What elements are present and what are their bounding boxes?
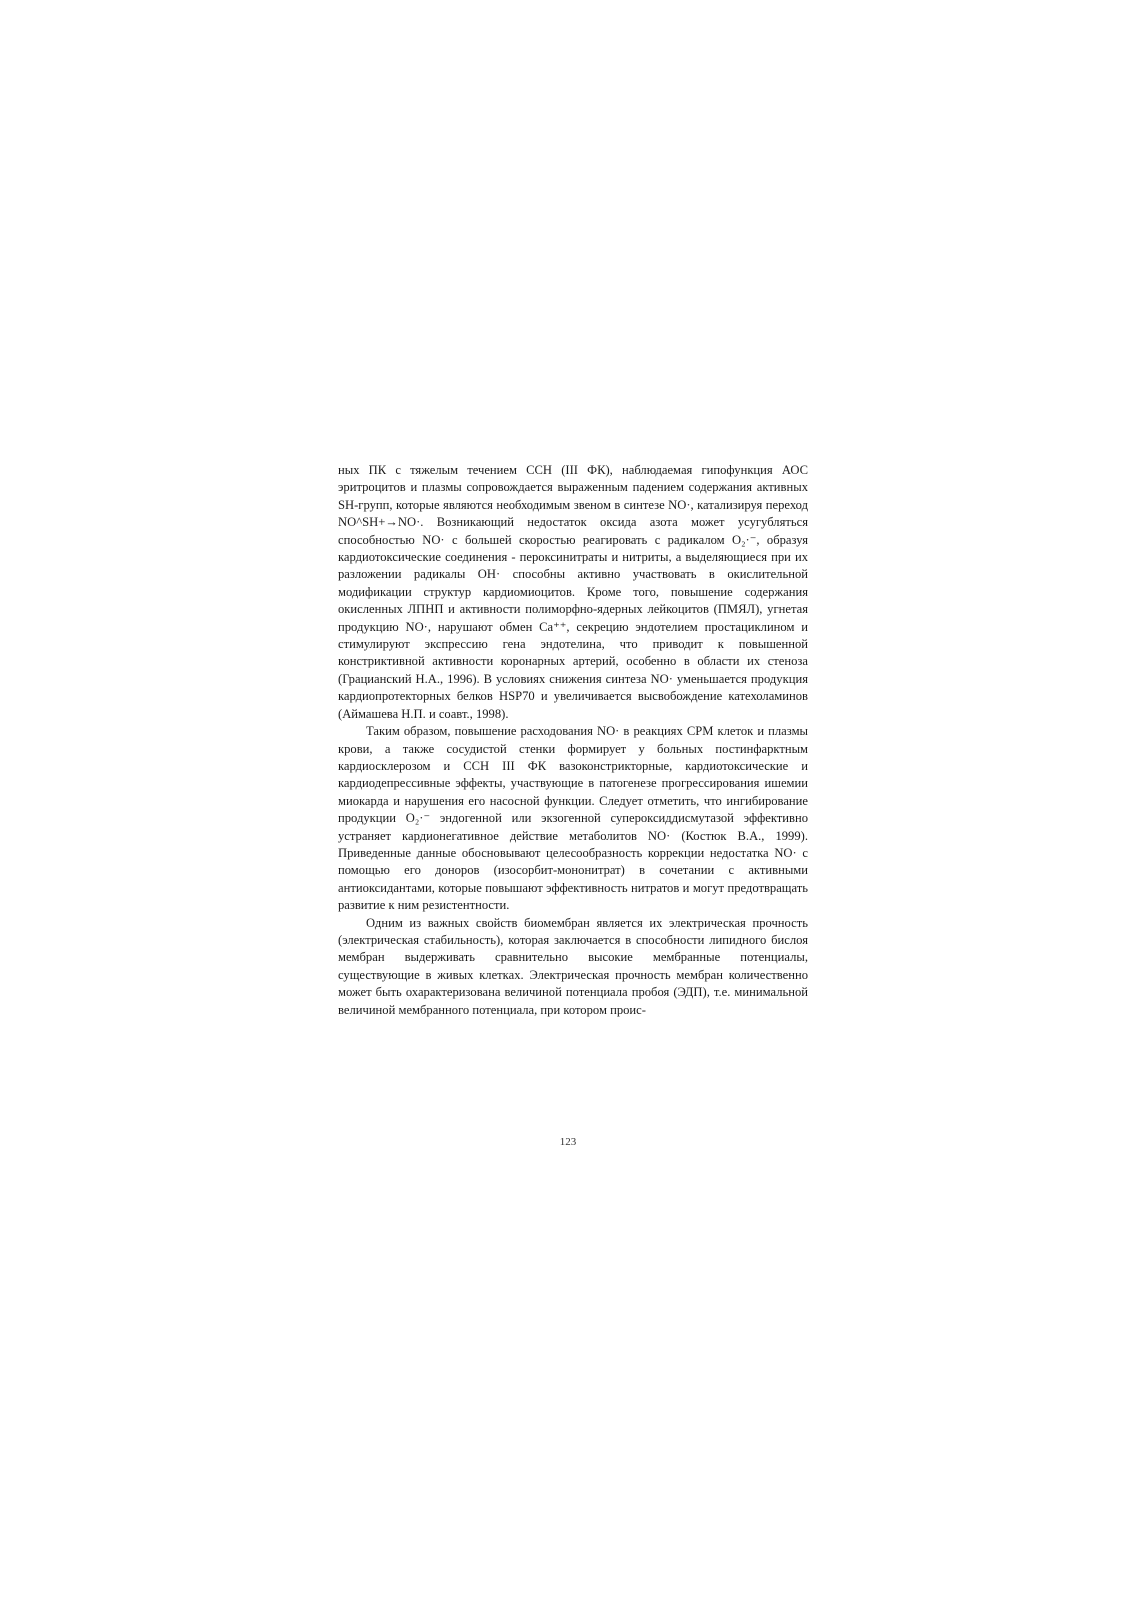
page-number: 123	[559, 1136, 577, 1148]
paragraph-2: Таким образом, повышение расходования NO· в реакциях СРМ клеток и плазмы крови, а также сосудистой стенки формирует у больных постинфарктным кардиосклерозом и ССН III ФК вазоконстрикторные, кардиотоксические и кардиодепрессивные эффекты, участвующие в патогенезе прогрессирования ишемии миокарда и нарушения его насосной функции. Следует отметить, что ингибирование продукции O₂·⁻ эндогенной или экзогенной супероксиддисмутазой эффективно устраняет кардионегативное действие метаболитов NO· (Костюк В.А., 1999). Приведенные данные обосновывают целесообразность коррекции недостатка NO· с помощью его доноров (изосорбит-мононитрат) в сочетании с активными антиоксидантами, которые повышают эффективность нитратов и могут предотвращать развитие к ним резистентности.	[338, 724, 808, 913]
paragraph-1: ных ПК с тяжелым течением ССН (III ФК), наблюдаемая гипофункция АОС эритроцитов и плазмы сопровождается выраженным падением содержания активных SH-групп, которые являются необходимым звеном в синтезе NO·, катализируя переход NO^SH+→NO·. Возникающий недостаток оксида азота может усугубляться способностью NO· с большей скоростью реагировать с радикалом O₂·⁻, образуя кардиотоксические соединения - пероксинитраты и нитриты, а выделяющиеся при их разложении радикалы OH· способны активно участвовать в окислительной модификации структур кардиомиоцитов. Кроме того, повышение содержания окисленных ЛПНП и активности полиморфно-ядерных лейкоцитов (ПМЯЛ), угнетая продукцию NO·, нарушают обмен Ca⁺⁺, секрецию эндотелием простациклином и стимулируют экспрессию гена эндотелина, что приводит к повышенной констриктивной активности коронарных артерий, особенно в области их стеноза (Грацианский Н.А., 1996). В условиях снижения синтеза NO· уменьшается продукция кардиопротекторных белков HSP70 и увеличивается высвобождение катехоламинов (Аймашева Н.П. и соавт., 1998).	[338, 463, 808, 721]
page-body-text	[338, 462, 808, 1019]
paragraph-3: Одним из важных свойств биомембран является их электрическая прочность (электрическая стабильность), которая заключается в способности липидного бислоя мембран выдерживать сравнительно высокие мембранные потенциалы, существующие в живых клетках. Электрическая прочность мембран количественно может быть охарактеризована величиной потенциала пробоя (ЭДП), т.е. минимальной величиной мембранного потенциала, при котором проис-	[338, 915, 808, 1017]
